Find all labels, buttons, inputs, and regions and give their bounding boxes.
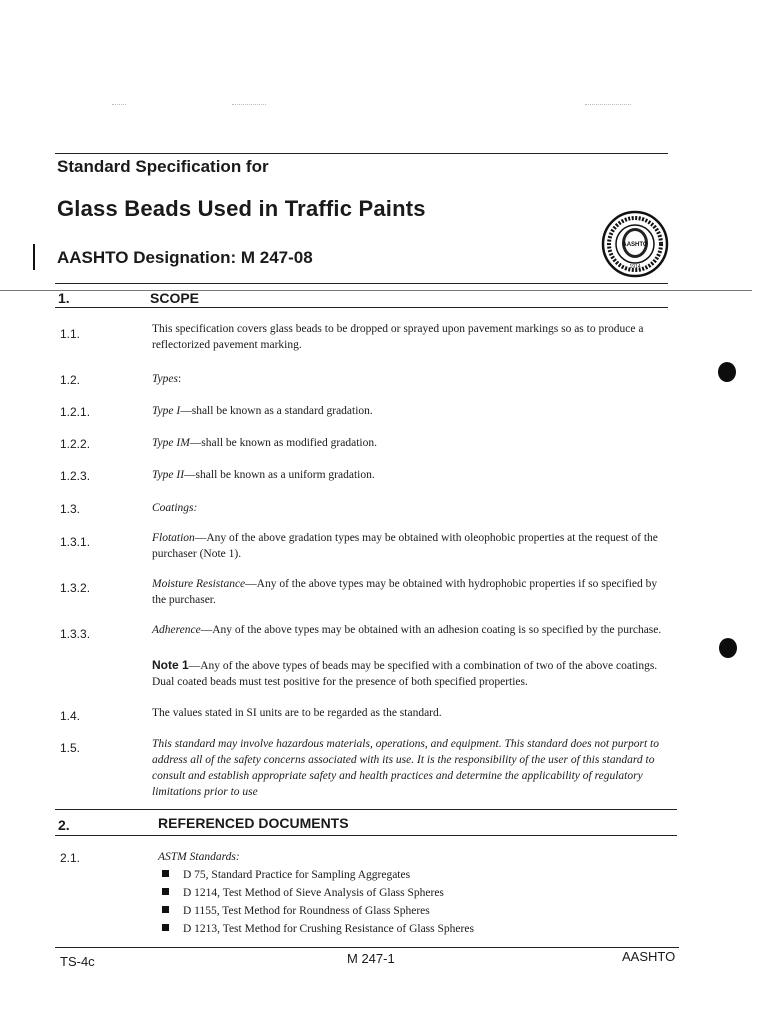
aashto-designation: AASHTO Designation: M 247-08 — [57, 248, 313, 267]
item-number: 2.1. — [60, 851, 81, 865]
note-label: Note 1 — [152, 658, 189, 672]
section-number-scope: 1. — [58, 290, 70, 306]
item-number: 1.3.3. — [60, 627, 91, 641]
item-number: 1.3.2. — [60, 581, 91, 595]
seal-center-text: AASHTO — [622, 242, 648, 248]
section-title-scope: SCOPE — [150, 290, 200, 306]
item-label: Coatings: — [152, 502, 198, 514]
scan-speck — [232, 104, 266, 105]
section-title-refdocs: REFERENCED DOCUMENTS — [158, 815, 349, 831]
scan-speck — [112, 104, 126, 105]
item-text-1-4: The values stated in SI units are to be regarded as the standard. — [152, 707, 442, 719]
item-label: Moisture Resistance — [152, 578, 246, 590]
hole-punch-mark — [718, 362, 736, 382]
item-text-1-3-2 — [152, 576, 667, 608]
item-number: 1.3.1. — [60, 535, 91, 549]
list-item-text: D 1155, Test Method for Roundness of Glass Spheres — [183, 905, 430, 917]
item-suffix: : — [177, 373, 182, 385]
item-body: —Any of the above types may be obtained with an adhesion coating is so specified by the purchase. — [200, 624, 662, 636]
hole-punch-mark — [719, 638, 737, 658]
footer-rule — [55, 947, 679, 948]
list-item — [162, 902, 474, 920]
item-text-1-1: This specification covers glass beads to be dropped or sprayed upon pavement markings so as to produce a reflectorized pavement marking. — [152, 323, 644, 351]
item-number: 1.1. — [60, 327, 81, 341]
scan-speck — [585, 104, 631, 105]
document-title: Glass Beads Used in Traffic Paints — [57, 196, 426, 221]
item-text-1-2-1 — [152, 403, 667, 419]
square-bullet-icon — [162, 870, 169, 877]
section-refdocs-underline — [55, 835, 677, 836]
item-number: 1.2.2. — [60, 437, 91, 451]
list-item-text: D 75, Standard Practice for Sampling Aggregates — [183, 869, 411, 881]
list-item — [162, 884, 474, 902]
item-text-1-2-2 — [152, 435, 667, 451]
square-bullet-icon — [162, 924, 169, 931]
item-label: Adherence — [152, 624, 201, 636]
square-bullet-icon — [162, 888, 169, 895]
item-number: 1.2.1. — [60, 405, 91, 419]
item-text-1-2 — [152, 371, 667, 387]
item-label: ASTM Standards: — [158, 851, 240, 863]
item-text-1-3-1 — [152, 530, 667, 562]
section-scope-underline — [55, 307, 668, 308]
item-body: —shall be known as modified gradation. — [189, 437, 377, 449]
document-kicker: Standard Specification for — [57, 157, 269, 176]
item-text-2-1 — [158, 849, 673, 865]
aashto-seal-icon — [601, 210, 669, 278]
scan-line — [0, 290, 752, 291]
designation-rule — [55, 283, 668, 284]
section-number-refdocs: 2. — [58, 817, 70, 833]
list-item — [162, 866, 474, 884]
astm-standards-list — [162, 866, 474, 938]
list-item-text: D 1214, Test Method of Sieve Analysis of Glass Spheres — [183, 887, 444, 899]
revision-margin-bar — [33, 244, 35, 270]
item-text-1-2-3 — [152, 467, 667, 483]
footer-right: AASHTO — [622, 949, 676, 964]
item-label: Flotation — [152, 532, 195, 544]
item-label: Type I — [152, 405, 181, 417]
square-bullet-icon — [162, 906, 169, 913]
item-number: 1.3. — [60, 502, 81, 516]
item-number: 1.2. — [60, 373, 81, 387]
seal-year: 1914 — [629, 264, 641, 270]
note-body: —Any of the above types of beads may be specified with a combination of two of the above coatings. Dual coated beads must test positive for the presence of both specified properties. — [152, 660, 658, 688]
header-top-rule — [55, 153, 668, 154]
item-text-1-3-3 — [152, 622, 667, 638]
item-text-1-5: This standard may involve hazardous materials, operations, and equipment. This standard does not purport to address all of the safety concerns associated with its use. It is the responsibility of the user of this standard to consult and establish appropriate safety and health practices and determine the applicability of regulatory limitations prior to use — [152, 738, 659, 798]
item-body: —Any of the above gradation types may be obtained with oleophobic properties at the request of the purchaser (Note 1). — [152, 532, 658, 560]
footer-page-number: M 247-1 — [347, 951, 395, 966]
item-body: —shall be known as a uniform gradation. — [184, 469, 375, 481]
item-label: Type II — [152, 469, 185, 481]
item-number: 1.2.3. — [60, 469, 91, 483]
section-refdocs-rule — [55, 809, 677, 810]
item-number: 1.4. — [60, 709, 81, 723]
item-text-1-3 — [152, 500, 667, 516]
item-label: Type IM — [152, 437, 190, 449]
footer-left: TS-4c — [60, 954, 95, 969]
list-item — [162, 920, 474, 938]
list-item-text: D 1213, Test Method for Crushing Resistance of Glass Spheres — [183, 923, 474, 935]
item-body: —Any of the above types may be obtained with hydrophobic properties if so specified by the purchaser. — [152, 578, 658, 606]
item-label: Types — [152, 373, 178, 385]
note-1 — [152, 657, 667, 690]
item-body: —shall be known as a standard gradation. — [180, 405, 373, 417]
item-number: 1.5. — [60, 741, 81, 755]
